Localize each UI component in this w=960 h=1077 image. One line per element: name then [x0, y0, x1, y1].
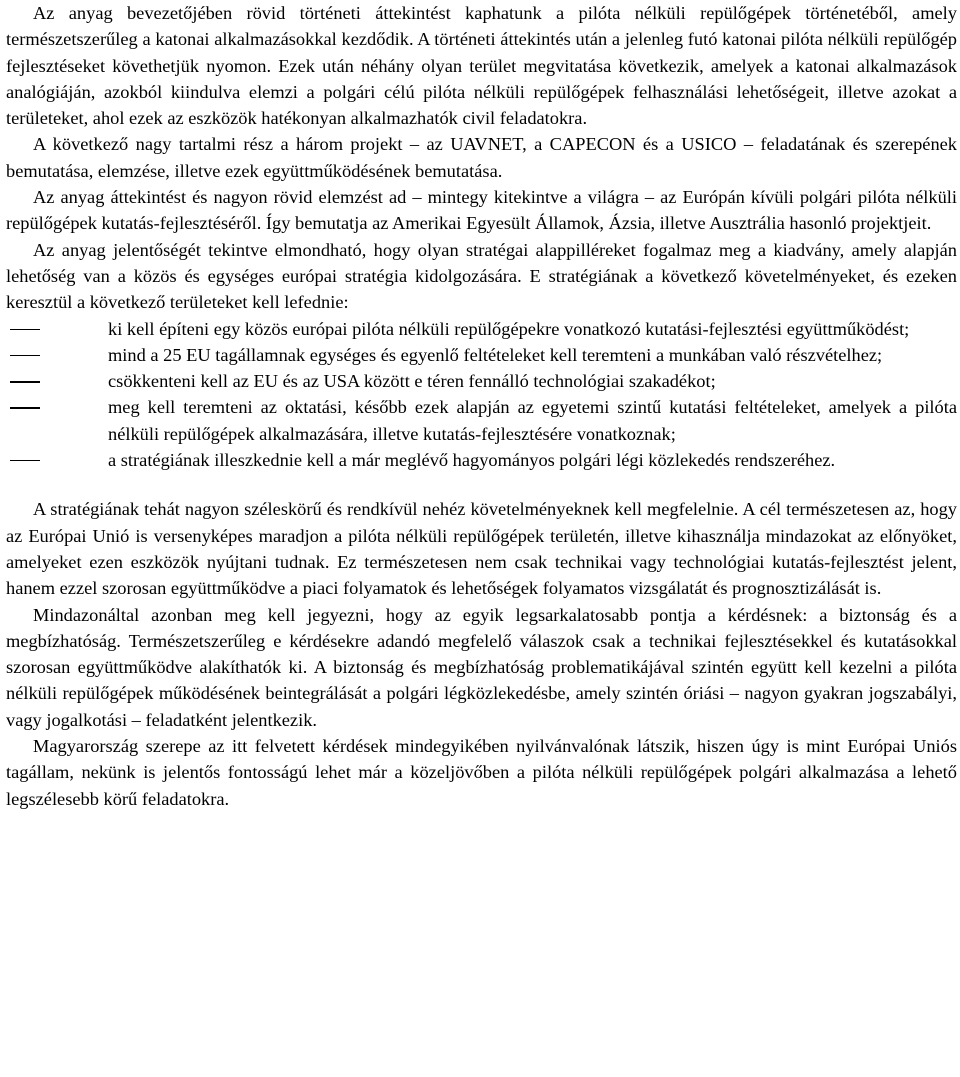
list-item: [108, 316, 957, 342]
paragraph-hungary: Magyarország szerepe az itt felvetett kérdések mindegyikében nyilvánvalónak látszik, hiszen úgy is mint Európai Uniós tagállam, nekünk is jelentős fontosságú lehet már a közeljövőben a pilóta nélküli repülőgépek polgári alkalmazása a lehető legszélesebb körű feladatokra.: [6, 736, 957, 809]
paragraph-requirements-summary: A stratégiának tehát nagyon széleskörű és rendkívül nehéz követelményeknek kell megfelelnie. A cél természetesen az, hogy az Európai Unió is versenyképes maradjon a pilóta nélküli repülőgépek területén, illetve kihasználja mindazokat az előnyöket, amelyeket ezen eszközök nyújtani tudnak. Ez természetesen nem csak technikai vagy technológiai kutatás-fejlesztést jelent, hanem ezzel szorosan együttműködve a piaci folyamatok és lehetőségek folyamatos vizsgálatát és prognosztizálását is.: [6, 499, 957, 599]
list-item-text: ki kell építeni egy közös európai pilóta nélküli repülőgépekre vonatkozó kutatási-fejlesztési együttműködést;: [108, 318, 910, 339]
paragraph-introduction: Az anyag bevezetőjében rövid történeti áttekintést kaphatunk a pilóta nélküli repülőgépek történetéből, amely természetszerűleg a katonai alkalmazásokkal kezdődik. A történeti áttekintés után a jelenleg futó katonai pilóta nélküli repülőgép fejlesztéseket követhetjük nyomon. Ezek után néhány olyan terület megvitatása következik, amelyek a katonai alkalmazások analógiáján, azokból kiindulva elemzi a polgári célú pilóta nélküli repülőgépek felhasználási lehetőségeit, illetve azokat a területeket, ahol ezek az eszközök hatékonyan alkalmazhatók civil feladatokra.: [6, 3, 957, 129]
list-item-text: a stratégiának illeszkednie kell a már meglévő hagyományos polgári légi közlekedés rendszeréhez.: [108, 450, 836, 471]
list-item: [108, 447, 957, 473]
list-item-text: csökkenteni kell az EU és az USA között e téren fennálló technológiai szakadékot;: [108, 371, 716, 392]
paragraph-projects: A következő nagy tartalmi rész a három projekt – az UAVNET, a CAPECON és a USICO – feladatának és szerepének bemutatása, elemzése, illetve ezek együttműködésének bemutatása.: [6, 134, 957, 181]
list-item: [108, 342, 957, 368]
list-item: [108, 368, 957, 394]
paragraph-overview: Az anyag áttekintést és nagyon rövid elemzést ad – mintegy kitekintve a világra – az Európán kívüli polgári pilóta nélküli repülőgépek kutatás-fejlesztéséről. Így bemutatja az Amerikai Egyesült Államok, Ázsia, illetve Ausztrália hasonló projektjeit.: [6, 187, 957, 234]
list-item-text: mind a 25 EU tagállamnak egységes és egyenlő feltételeket kell teremteni a munkában való részvételhez;: [108, 344, 883, 365]
paragraph-strategy: Az anyag jelentőségét tekintve elmondható, hogy olyan stratégai alappilléreket fogalmaz meg a kiadvány, amely alapján lehetőség van a közös és egységes európai stratégia kidolgozására. E stratégiának a következő követelményeket, és ezeken keresztül a következő területeket kell lefednie:: [6, 239, 957, 313]
paragraph-safety: Mindazonáltal azonban meg kell jegyezni, hogy az egyik legsarkalatosabb pontja a kérdésnek: a biztonság és a megbízhatóság. Természetszerűleg e kérdésekre adandó megfelelő válaszok csak a technikai fejlesztésekkel és kutatásokkal szorosan együttműködve alakíthatók ki. A biztonság és megbízhatóság problematikájával szintén együtt kell kezelni a pilóta nélküli repülőgépek működésének beintegrálását a polgári légközlekedésbe, amely szintén óriási – nagyon gyakran jogszabályi, vagy jogalkotási – feladatként jelentkezik.: [6, 604, 957, 730]
list-item: [108, 394, 957, 447]
list-item-text: meg kell teremteni az oktatási, később ezek alapján az egyetemi szintű kutatási feltételeket, amelyek a pilóta nélküli repülőgépek alkalmazására, illetve kutatás-fejlesztésére vonatkoznak;: [108, 397, 957, 444]
requirements-list: [6, 316, 957, 474]
